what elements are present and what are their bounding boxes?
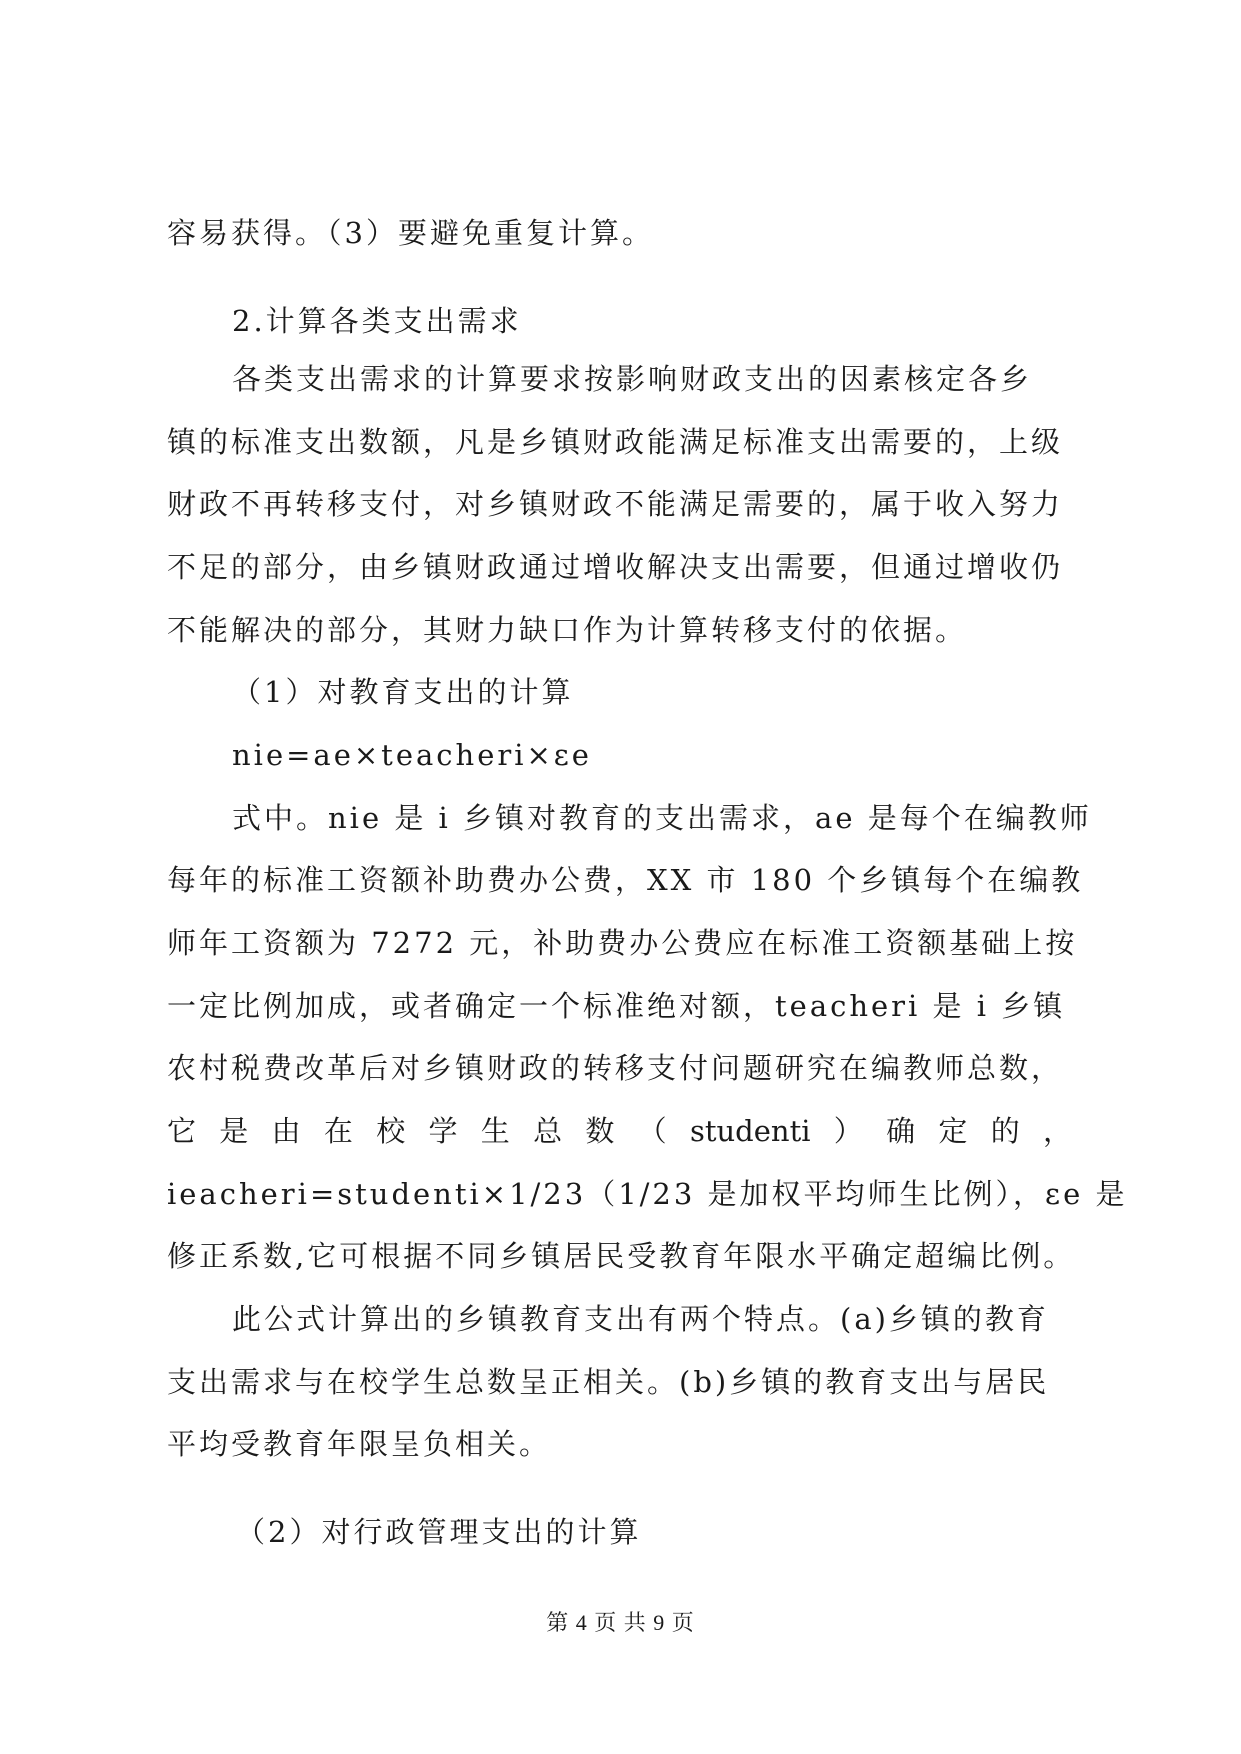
paragraph-line: 修正系数,它可根据不同乡镇居民受教育年限水平确定超编比例。 [167, 1239, 1076, 1273]
paragraph-line: 每年的标准工资额补助费办公费，XX 市 180 个乡镇每个在编教 [167, 863, 1084, 897]
paragraph-line: 各类支出需求的计算要求按影响财政支出的因素核定各乡 [232, 362, 1033, 396]
spaced-char: （ [637, 1114, 667, 1148]
spaced-char: 生 [480, 1114, 510, 1148]
spaced-char: ） [833, 1114, 863, 1148]
paragraph-line: ieacheri=studenti×1/23（1/23 是加权平均师生比例），εe 是 [167, 1177, 1128, 1211]
section-heading: 2.计算各类支出需求 [232, 304, 522, 338]
paragraph-line: 容易获得。（3）要避免重复计算。 [167, 216, 654, 250]
spaced-char: 在 [323, 1114, 353, 1148]
formula-line: nie=ae×teacheri×εe [232, 738, 592, 772]
spaced-char: 确 [886, 1114, 916, 1148]
paragraph-line: 平均受教育年限呈负相关。 [167, 1427, 552, 1461]
spaced-char: studenti [689, 1114, 811, 1148]
paragraph-line: 镇的标准支出数额，凡是乡镇财政能满足标准支出需要的，上级 [167, 425, 1064, 459]
paragraph-line: 此公式计算出的乡镇教育支出有两个特点。(a)乡镇的教育 [232, 1302, 1049, 1336]
subsection-heading: （2）对行政管理支出的计算 [236, 1515, 642, 1549]
spaced-char: 是 [219, 1114, 249, 1148]
paragraph-line: 不足的部分，由乡镇财政通过增收解决支出需要，但通过增收仍 [167, 550, 1064, 584]
spaced-char: 学 [428, 1114, 458, 1148]
spaced-char: ， [1042, 1114, 1072, 1148]
paragraph-line: 一定比例加成，或者确定一个标准绝对额，teacheri 是 i 乡镇 [167, 989, 1066, 1023]
spaced-char: 数 [585, 1114, 615, 1148]
paragraph-line: 式中。nie 是 i 乡镇对教育的支出需求，ae 是每个在编教师 [232, 801, 1092, 835]
paragraph-line: 农村税费改革后对乡镇财政的转移支付问题研究在编教师总数， [167, 1051, 1064, 1085]
spaced-char: 由 [271, 1114, 301, 1148]
paragraph-line: 财政不再转移支付，对乡镇财政不能满足需要的，属于收入努力 [167, 487, 1064, 521]
spaced-char: 定 [938, 1114, 968, 1148]
paragraph-line: 不能解决的部分，其财力缺口作为计算转移支付的依据。 [167, 613, 968, 647]
page-footer: 第 4 页 共 9 页 [546, 1610, 695, 1635]
subsection-heading: （1）对教育支出的计算 [232, 675, 574, 709]
spaced-char: 的 [990, 1114, 1020, 1148]
spaced-char: 它 [167, 1114, 197, 1148]
spaced-char: 校 [376, 1114, 406, 1148]
spaced-char: 总 [533, 1114, 563, 1148]
spaced-paragraph-line [167, 1111, 1072, 1151]
paragraph-line: 支出需求与在校学生总数呈正相关。(b)乡镇的教育支出与居民 [167, 1365, 1050, 1399]
paragraph-line: 师年工资额为 7272 元，补助费办公费应在标准工资额基础上按 [167, 926, 1078, 960]
